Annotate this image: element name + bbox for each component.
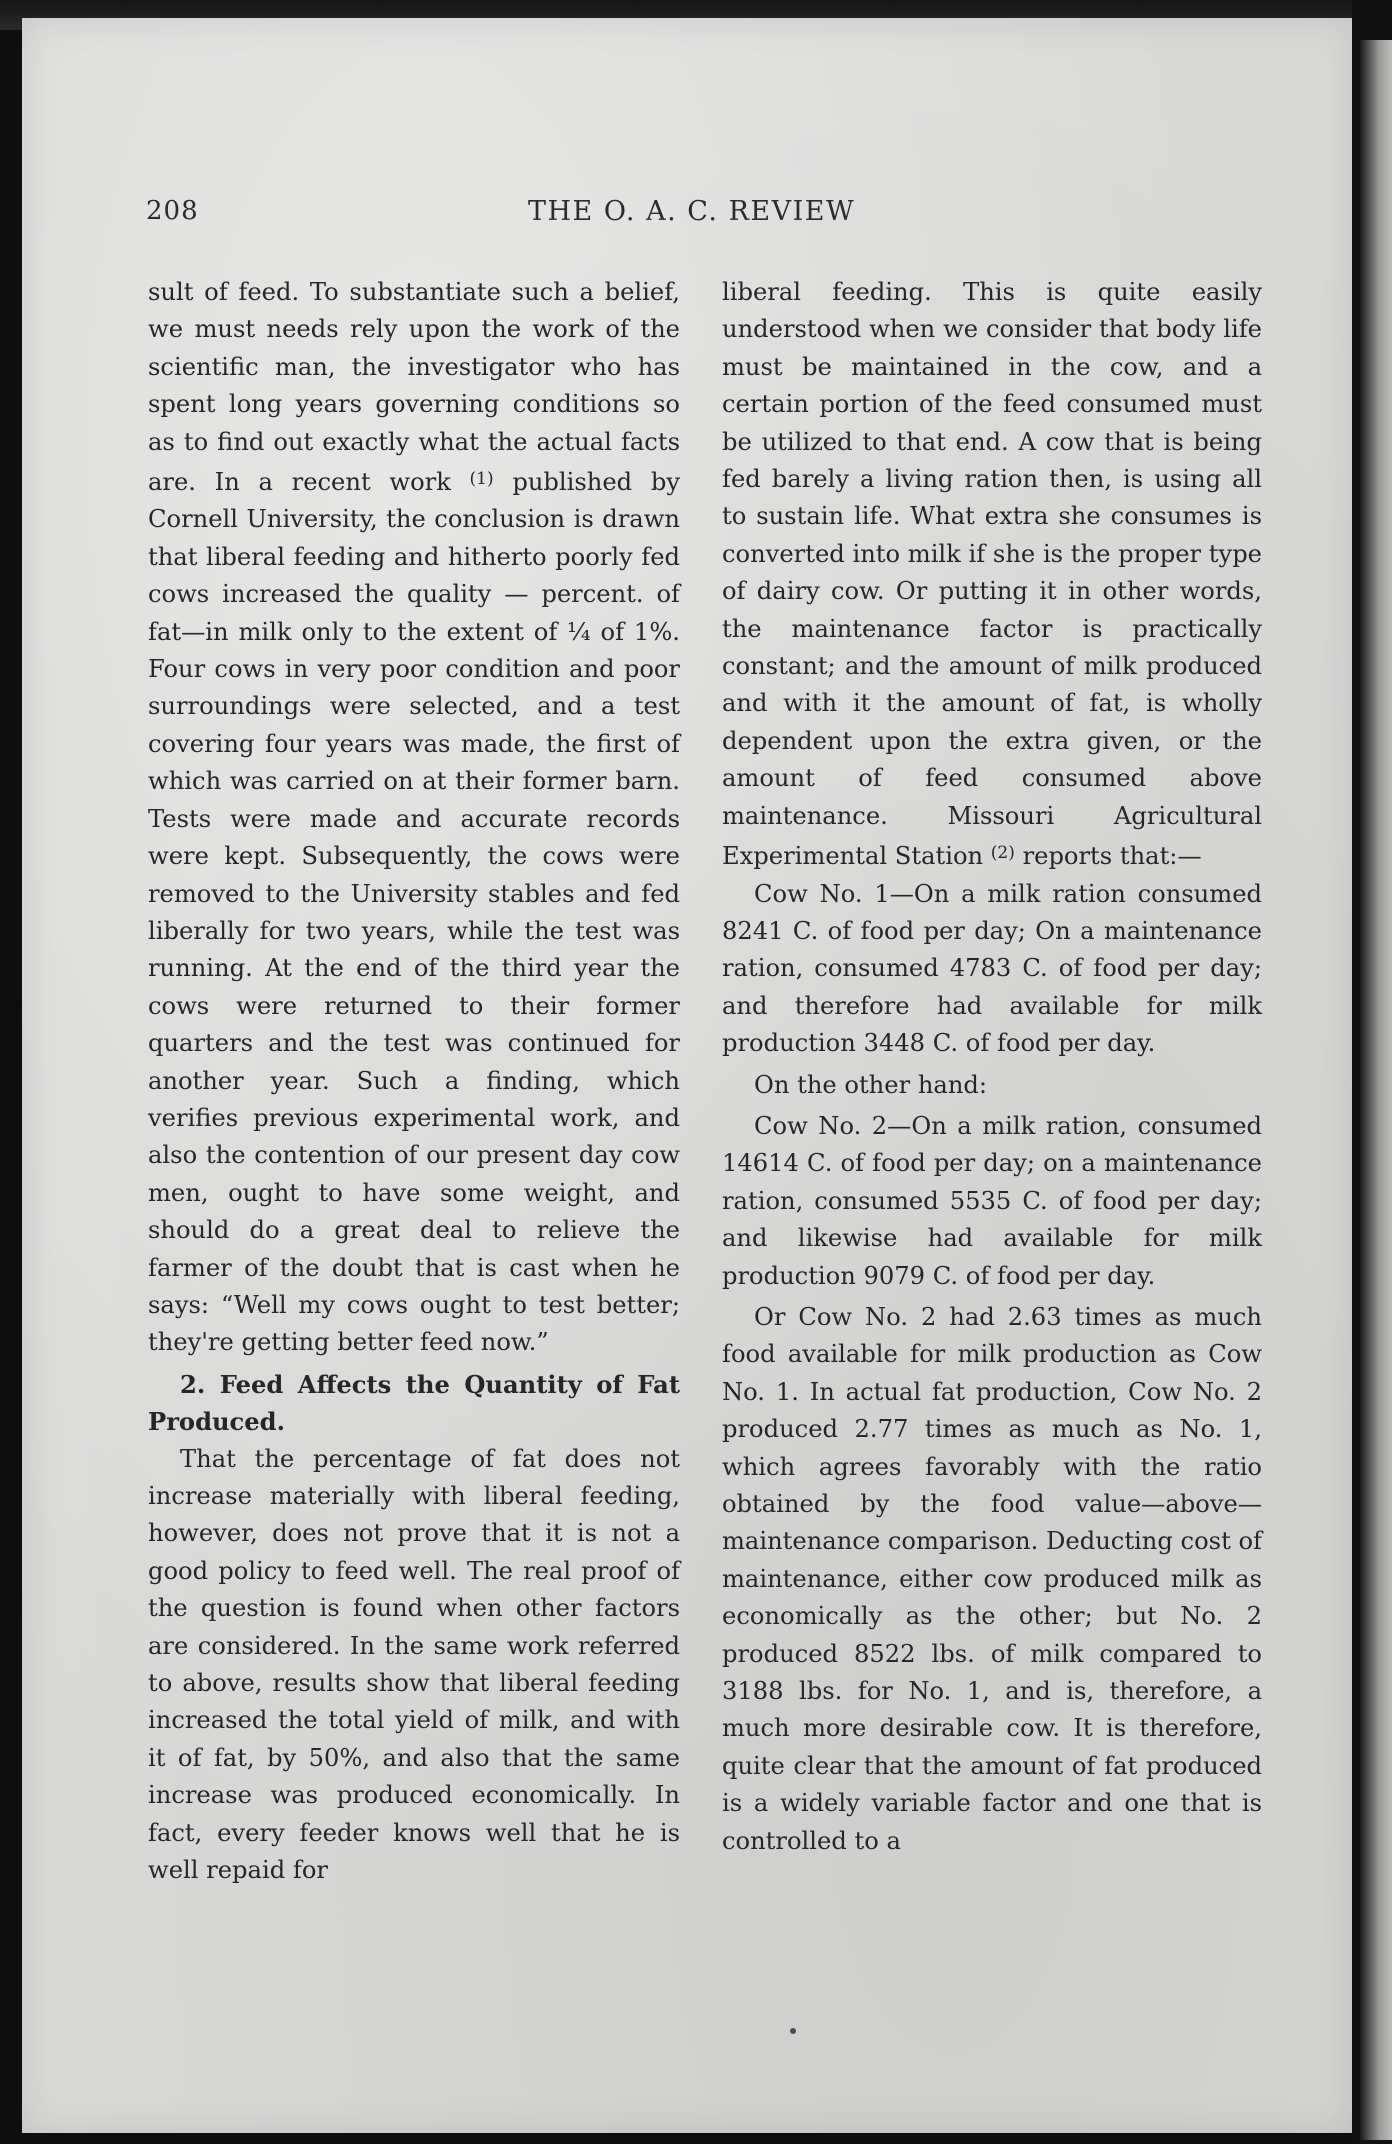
running-title: THE O. A. C. REVIEW	[528, 196, 856, 227]
footnote-reference: (2)	[990, 843, 1015, 864]
paragraph: On the other hand:	[754, 1070, 988, 1099]
paragraph-text: sult of feed. To substantiate such a belief, we must needs rely upon the work of the scientific man, the investigator who has spent long years governing conditions so as to find out exactly what the actual facts are. In a recent work	[148, 278, 680, 497]
paragraph: Cow No. 2—On a milk ration, consumed 14614 C. of food per day; on a maintenance ration, consumed 5535 C. of food per day; and likewise had available for milk production 9079 C. of food per day.	[722, 1111, 1262, 1290]
right-column	[722, 274, 1262, 1860]
section-heading: 2. Feed Affects the Quantity of Fat Produced.	[148, 1369, 680, 1437]
paragraph	[148, 274, 680, 1362]
footnote-reference: (1)	[469, 469, 494, 490]
adjacent-page-edge	[1360, 40, 1392, 2140]
page-header	[146, 196, 1262, 236]
left-column	[148, 274, 680, 1889]
paragraph: Or Cow No. 2 had 2.63 times as much food available for milk production as Cow No. 1. In actual fat production, Cow No. 2 produced 2.77 times as much as No. 1, which agrees favorably with the ratio obtained by the food value—above—maintenance comparison. Deducting cost of maintenance, either cow produced milk as economically as the other; but No. 2 produced 8522 lbs. of milk compared to 3188 lbs. for No. 1, and is, therefore, a much more desirable cow. It is therefore, quite clear that the amount of fat produced is a widely variable factor and one that is controlled to a	[722, 1302, 1262, 1855]
paragraph-text: published by Cornell University, the conclusion is drawn that liberal feeding and hitherto poorly fed cows increased the quality — percent. of fat—in milk only to the extent of ¼ of 1%. Four cows in very poor condition and poor surroundings were selected, and a test covering four years was made, the first of which was carried on at their former barn. Tests were made and accurate records were kept. Subsequently, the cows were removed to the University stables and fed liberally for two years, while the test was running. At the end of the third year the cows were returned to their former quarters and the test was continued for another year. Such a finding, which verifies previous experimental work, and also the contention of our present day cow men, ought to have some weight, and should do a great deal to relieve the farmer of the doubt that is cast when he says: “Well my cows ought to test better; they're getting better feed now.”	[148, 468, 680, 1357]
paragraph: Cow No. 1—On a milk ration consumed 8241 C. of food per day; On a maintenance ration, consumed 4783 C. of food per day; and therefore had available for milk production 3448 C. of food per day.	[722, 879, 1262, 1058]
paragraph-text: liberal feeding. This is quite easily understood when we consider that body life must be maintained in the cow, and a certain portion of the feed consumed must be utilized to that end. A cow that is being fed barely a living ration then, is using all to sustain life. What extra she consumes is converted into milk if she is the proper type of dairy cow. Or putting it in other words, the maintenance factor is practically constant; and the amount of milk produced and with it the amount of fat, is wholly dependent upon the extra given, or the amount of feed consumed above maintenance. Missouri Agricultural Experimental Station	[722, 278, 1262, 871]
ink-dot	[790, 2028, 796, 2034]
paragraph-text: reports that:—	[1014, 842, 1202, 871]
page-number: 208	[146, 196, 199, 226]
paragraph: That the percentage of fat does not increase materially with liberal feeding, however, does not prove that it is not a good policy to feed well. The real proof of the question is found when other factors are considered. In the same work referred to above, results show that liberal feeding increased the total yield of milk, and with it of fat, by 50%, and also that the same increase was produced economically. In fact, every feeder knows well that he is well repaid for	[148, 1444, 680, 1885]
paragraph	[722, 274, 1262, 876]
